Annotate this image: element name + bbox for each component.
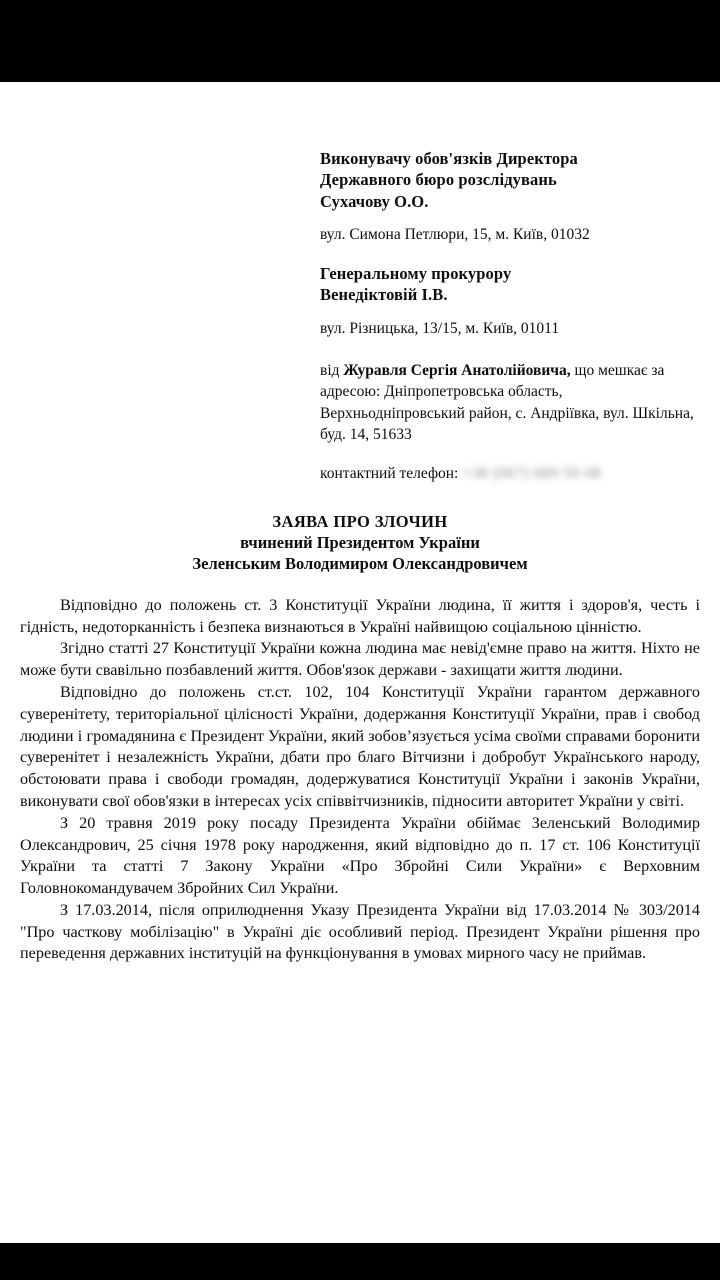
body-paragraph: З 17.03.2014, після оприлюднення Указу Президента України від 17.03.2014 № 303/2014 "Про часткову мобілізацію" в Україні діє особливий період. Президент України рішення про переведення державних інституцій на функціонування в умовах мирного часу не приймав. <box>20 900 700 963</box>
document-title <box>20 511 700 575</box>
document-title-line-3: Зеленським Володимиром Олександровичем <box>192 554 528 574</box>
addressee-name-dbr: Виконувачу обов'язків Директора Державного бюро розслідувань Сухачову О.О. <box>320 149 578 211</box>
document-page <box>0 82 720 1243</box>
body-paragraph: Згідно статті 27 Конституції України кожна людина має невід'ємне право на життя. Ніхто не може бути свавільно позбавлений життя. Обов'язок держави - захищати життя людини. <box>20 639 700 680</box>
applicant-prefix: від <box>320 362 344 380</box>
document-title-line-2: вчинений Президентом України <box>240 533 480 553</box>
body-paragraph: Відповідно до положень ст.ст. 102, 104 Конституції України гарантом державного суверенітету, територіальної цілісності України, додержання Конституції України, прав і свобод людини і громадянина є Президент України, який зобов’язується усіма своїми справами боронити суверенітет і незалежність України, дбати про благо Вітчизни і добробут Українського народу, обстоювати права і свободи громадян, додержуватися Конституції України і законів України, виконувати свої обов'язки в інтересах усіх співвітчизників, підносити авторитет України у світі. <box>20 683 700 810</box>
body-paragraph: Відповідно до положень ст. 3 Конституції України людина, її життя і здоров'я, честь і гідність, недоторканність і безпека визнаються в Україні найвищою соціальною цінністю. <box>20 595 700 636</box>
addressee-address-prosecutor: вул. Різницька, 13/15, м. Київ, 01011 <box>320 319 560 337</box>
document-body <box>20 595 700 965</box>
contact-phone-label: контактний телефон: <box>320 464 463 482</box>
contact-phone-line <box>320 465 700 483</box>
document-header-block <box>320 82 700 483</box>
letterbox-bottom <box>0 1243 720 1280</box>
contact-phone-value-redacted: +38 (067) 689 50 08 <box>462 464 602 482</box>
addressee-block-prosecutor <box>320 263 700 339</box>
letterbox-top <box>0 0 720 82</box>
applicant-block <box>320 360 700 446</box>
applicant-name: Журавля Сергія Анатолійовича, <box>343 362 571 380</box>
addressee-name-prosecutor: Генеральному прокурору Венедіктовій І.В. <box>320 263 512 305</box>
applicant-address: що мешкає за адресою: Дніпропетровська область, Верхньодніпровський район, с. Андріївка, вул. Шкільна, буд. 14, 51633 <box>320 362 694 444</box>
document-title-line-1: ЗАЯВА ПРО ЗЛОЧИН <box>272 511 448 531</box>
addressee-block-dbr <box>320 148 700 246</box>
addressee-address-dbr: вул. Симона Петлюри, 15, м. Київ, 01032 <box>320 226 590 244</box>
body-paragraph: З 20 травня 2019 року посаду Президента України обіймає Зеленський Володимир Олександрович, 25 січня 1978 року народження, який відповідно до п. 17 ст. 106 Конституції України та статті 7 Закону України «Про Збройні Сили України» є Верховним Головнокомандувачем Збройних Сил України. <box>20 813 700 898</box>
